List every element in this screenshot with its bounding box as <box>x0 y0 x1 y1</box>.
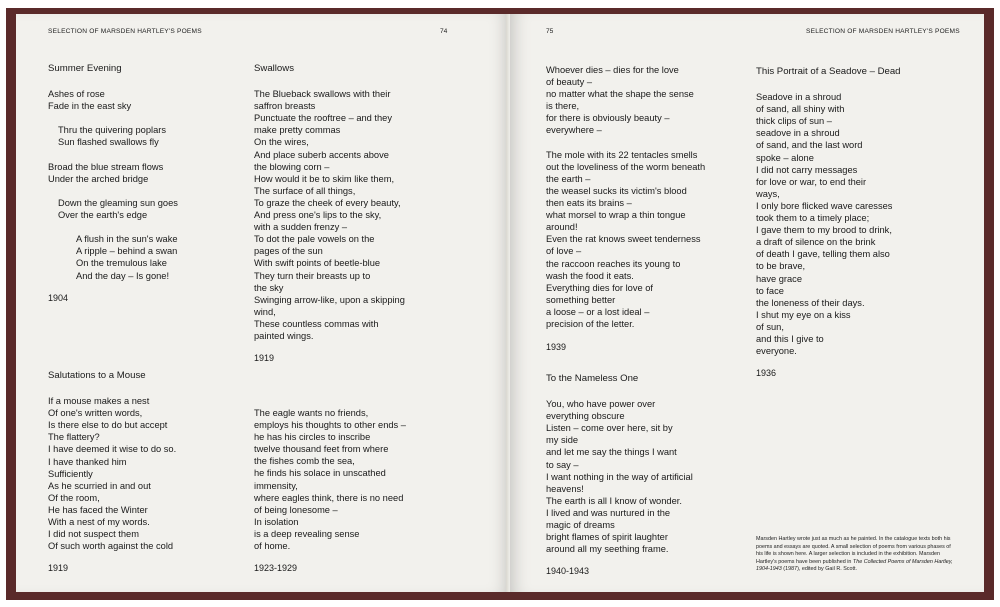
poem-line: Of such worth against the cold <box>48 541 174 552</box>
poem-line: The eagle wants no friends, <box>254 408 369 418</box>
poem-line: wind, <box>254 306 276 317</box>
poem-title: To the Nameless One <box>546 373 639 384</box>
poem-line: Of the room, <box>48 492 100 503</box>
poem-line: Over the earth's edge <box>58 210 148 221</box>
poem-line: out the loveliness of the worm beneath <box>546 161 706 172</box>
poem-line: Fade in the east sky <box>48 101 132 112</box>
poem-line: Punctuate the rooftree – and they <box>254 113 393 124</box>
poem-line: And the day – Is gone! <box>76 270 170 281</box>
poem-line: is there, <box>546 101 580 112</box>
poem-line: the earth – <box>546 173 591 184</box>
poem-line: of beauty – <box>546 77 593 88</box>
poem-line: with a sudden frenzy – <box>254 222 348 233</box>
poem-salutations-to-a-mouse <box>48 370 176 552</box>
poem-line: Under the arched bridge <box>48 173 149 184</box>
poem-line: A ripple – behind a swan <box>76 246 178 257</box>
poem-line: Sufficiently <box>48 468 93 479</box>
poem-line: the loneness of their days. <box>756 297 865 308</box>
poem-line: thick clips of sun – <box>756 116 832 127</box>
poem-line: he finds his solace in unscathed <box>254 468 386 479</box>
poem-line: make pretty commas <box>254 125 341 136</box>
poem-line: around all my seething frame. <box>546 544 669 555</box>
poem-line: of love – <box>546 246 582 257</box>
poem-line: If a mouse makes a nest <box>48 396 150 407</box>
footnote-text: Marsden Hartley wrote just as much as he painted. In the catalogue texts both his poems and essays are quoted. A small selection of poems from various phases of his life is shown here. A larger selection is included in the exhibition. Marsden Hartley's poems have been published in <box>756 536 951 565</box>
poem-line: saffron breasts <box>254 101 316 112</box>
poem-line: Whoever dies – dies for the love <box>546 65 679 75</box>
poem-line: Everything dies for love of <box>546 282 653 293</box>
poem-line: is a deep revealing sense <box>254 528 360 539</box>
poem-eagle <box>254 407 406 552</box>
poem-line: seadove in a shroud <box>756 128 840 139</box>
poem-line: the blowing corn – <box>254 161 330 172</box>
poem-year: 1923-1929 <box>254 563 298 573</box>
poem-line: Sun flashed swallows fly <box>58 137 159 148</box>
poem-line: Of one's written words, <box>48 408 143 419</box>
poem-line: spoke – alone <box>756 152 814 163</box>
poem-year: 1939 <box>546 342 567 352</box>
poem-line: I have thanked him <box>48 456 127 467</box>
poem-line: and let me say the things I want <box>546 447 677 458</box>
poem-line: Seadove in a shroud <box>756 92 842 103</box>
poem-line: The earth is all I know of wonder. <box>546 495 682 506</box>
poem-title: Summer Evening <box>48 63 122 74</box>
poem-line: The surface of all things, <box>254 185 356 196</box>
poem-line: I lived and was nurtured in the <box>546 507 671 518</box>
poem-line: Broad the blue stream flows <box>48 161 164 172</box>
poem-line: With swift points of beetle-blue <box>254 258 381 269</box>
poem-line: I did not carry messages <box>756 164 858 175</box>
poem-line: To dot the pale vowels on the <box>254 234 375 245</box>
poem-line: To graze the cheek of every beauty, <box>254 197 401 208</box>
poem-line: have grace <box>756 273 802 284</box>
poem-line: A flush in the sun's wake <box>76 234 178 245</box>
poem-line: everyone. <box>756 346 797 357</box>
poem-line: took them to a timely place; <box>756 213 870 224</box>
poem-line: I did not suspect them <box>48 529 139 540</box>
poem-portrait-of-a-seadove <box>756 66 901 357</box>
poem-line: of sun, <box>756 321 784 332</box>
poem-title: This Portrait of a Seadove – Dead <box>756 66 901 77</box>
poem-to-the-nameless-one <box>546 373 693 555</box>
left-page-number: 74 <box>440 28 448 35</box>
poem-line: wash the food it eats. <box>546 270 634 281</box>
poem-line: Ashes of rose <box>48 89 105 100</box>
right-page-number: 75 <box>546 28 554 35</box>
poem-line: The mole with its 22 tentacles smells <box>546 149 698 160</box>
footnote <box>756 536 956 574</box>
poem-swallows <box>254 63 405 342</box>
footnote-book-title: The Collected Poems of Marsden Hartley, 1904-1943 <box>756 558 953 573</box>
poem-line: And place suberb accents above <box>254 149 389 160</box>
poem-line: of sand, all shiny with <box>756 104 845 115</box>
poem-line: I gave them to my brood to drink, <box>756 225 892 236</box>
left-page <box>16 14 510 592</box>
poem-line: With a nest of my words. <box>48 517 150 528</box>
poem-line: to say – <box>546 459 579 470</box>
poem-line: employs his thoughts to other ends – <box>254 420 406 431</box>
poem-line: the weasel sucks its victim's blood <box>546 185 687 196</box>
poem-line: the sky <box>254 282 284 293</box>
poem-line: then eats its brains – <box>546 198 632 209</box>
poem-line: I have deemed it wise to do so. <box>48 444 177 455</box>
poem-year: 1919 <box>48 563 69 573</box>
poem-line: what morsel to wrap a thin tongue <box>546 210 686 221</box>
poem-line: twelve thousand feet from where <box>254 444 389 455</box>
poem-line: bright flames of spirit laughter <box>546 532 668 543</box>
poem-line: where eagles think, there is no need <box>254 492 404 503</box>
poem-line: He has faced the Winter <box>48 504 148 515</box>
left-running-header: SELECTION OF MARSDEN HARTLEY'S POEMS <box>48 28 202 35</box>
poem-line: The Blueback swallows with their <box>254 89 391 100</box>
poem-year: 1936 <box>756 368 777 378</box>
poem-line: Even the rat knows sweet tenderness <box>546 234 701 245</box>
poem-line: You, who have power over <box>546 399 656 410</box>
poem-line: Is there else to do but accept <box>48 420 168 431</box>
poem-line: of home. <box>254 541 291 552</box>
poem-line: of being lonesome – <box>254 504 338 515</box>
poem-line: Down the gleaming sun goes <box>58 197 178 208</box>
poem-line: the raccoon reaches its young to <box>546 258 681 269</box>
poem-title: Salutations to a Mouse <box>48 370 146 381</box>
poem-line: The flattery? <box>48 432 100 443</box>
poem-line: of death I gave, telling them also <box>756 249 890 260</box>
poem-line: I only bore flicked wave caresses <box>756 200 893 211</box>
poem-line: On the tremulous lake <box>76 258 167 269</box>
poem-whoever-dies <box>546 64 705 330</box>
poem-summer-evening <box>48 63 178 282</box>
poem-line: for love or war, to end their <box>756 176 867 187</box>
poem-line: immensity, <box>254 480 298 491</box>
poem-line: Thru the quivering poplars <box>58 125 167 136</box>
poem-line: a loose – or a lost ideal – <box>546 306 650 317</box>
poem-year: 1940-1943 <box>546 566 590 576</box>
poem-line: I shut my eye on a kiss <box>756 309 851 320</box>
poem-line: and this I give to <box>756 333 824 344</box>
poem-line: I want nothing in the way of artificial <box>546 471 693 482</box>
poem-line: my side <box>546 435 579 446</box>
poem-line: for there is obviously beauty – <box>546 113 670 124</box>
poem-line: How would it be to skim like them, <box>254 173 395 184</box>
poem-line: These countless commas with <box>254 318 379 329</box>
poem-line: everywhere – <box>546 125 602 136</box>
poem-line: In isolation <box>254 516 299 527</box>
poem-line: They turn their breasts up to <box>254 270 371 281</box>
poem-line: magic of dreams <box>546 520 615 531</box>
poem-line: no matter what the shape the sense <box>546 89 694 100</box>
poem-line: around! <box>546 222 578 233</box>
poem-line: ways, <box>756 188 780 199</box>
poem-line: to face <box>756 285 784 296</box>
poem-line: something better <box>546 294 616 305</box>
poem-year: 1904 <box>48 293 69 303</box>
poem-line: everything obscure <box>546 411 625 422</box>
right-running-header: SELECTION OF MARSDEN HARTLEY'S POEMS <box>806 28 960 35</box>
poem-line: painted wings. <box>254 330 314 341</box>
poem-line: And press one's lips to the sky, <box>254 210 382 221</box>
poem-line: heavens! <box>546 483 584 494</box>
poem-line: precision of the letter. <box>546 318 635 329</box>
footnote-tail: (1987), edited by Gail R. Scott. <box>781 566 857 573</box>
right-page <box>510 14 984 592</box>
poem-line: the fishes comb the sea, <box>254 456 355 467</box>
poem-line: to be brave, <box>756 261 806 272</box>
poem-line: Listen – come over here, sit by <box>546 423 673 434</box>
poem-line: he has his circles to inscribe <box>254 432 371 443</box>
poem-line: As he scurried in and out <box>48 480 151 491</box>
poem-line: of sand, and the last word <box>756 140 863 151</box>
poem-line: On the wires, <box>254 137 309 148</box>
poem-title: Swallows <box>254 63 294 74</box>
poem-line: a draft of silence on the brink <box>756 237 876 248</box>
poem-line: pages of the sun <box>254 246 323 257</box>
poem-year: 1919 <box>254 353 275 363</box>
poem-line: Swinging arrow-like, upon a skipping <box>254 294 405 305</box>
